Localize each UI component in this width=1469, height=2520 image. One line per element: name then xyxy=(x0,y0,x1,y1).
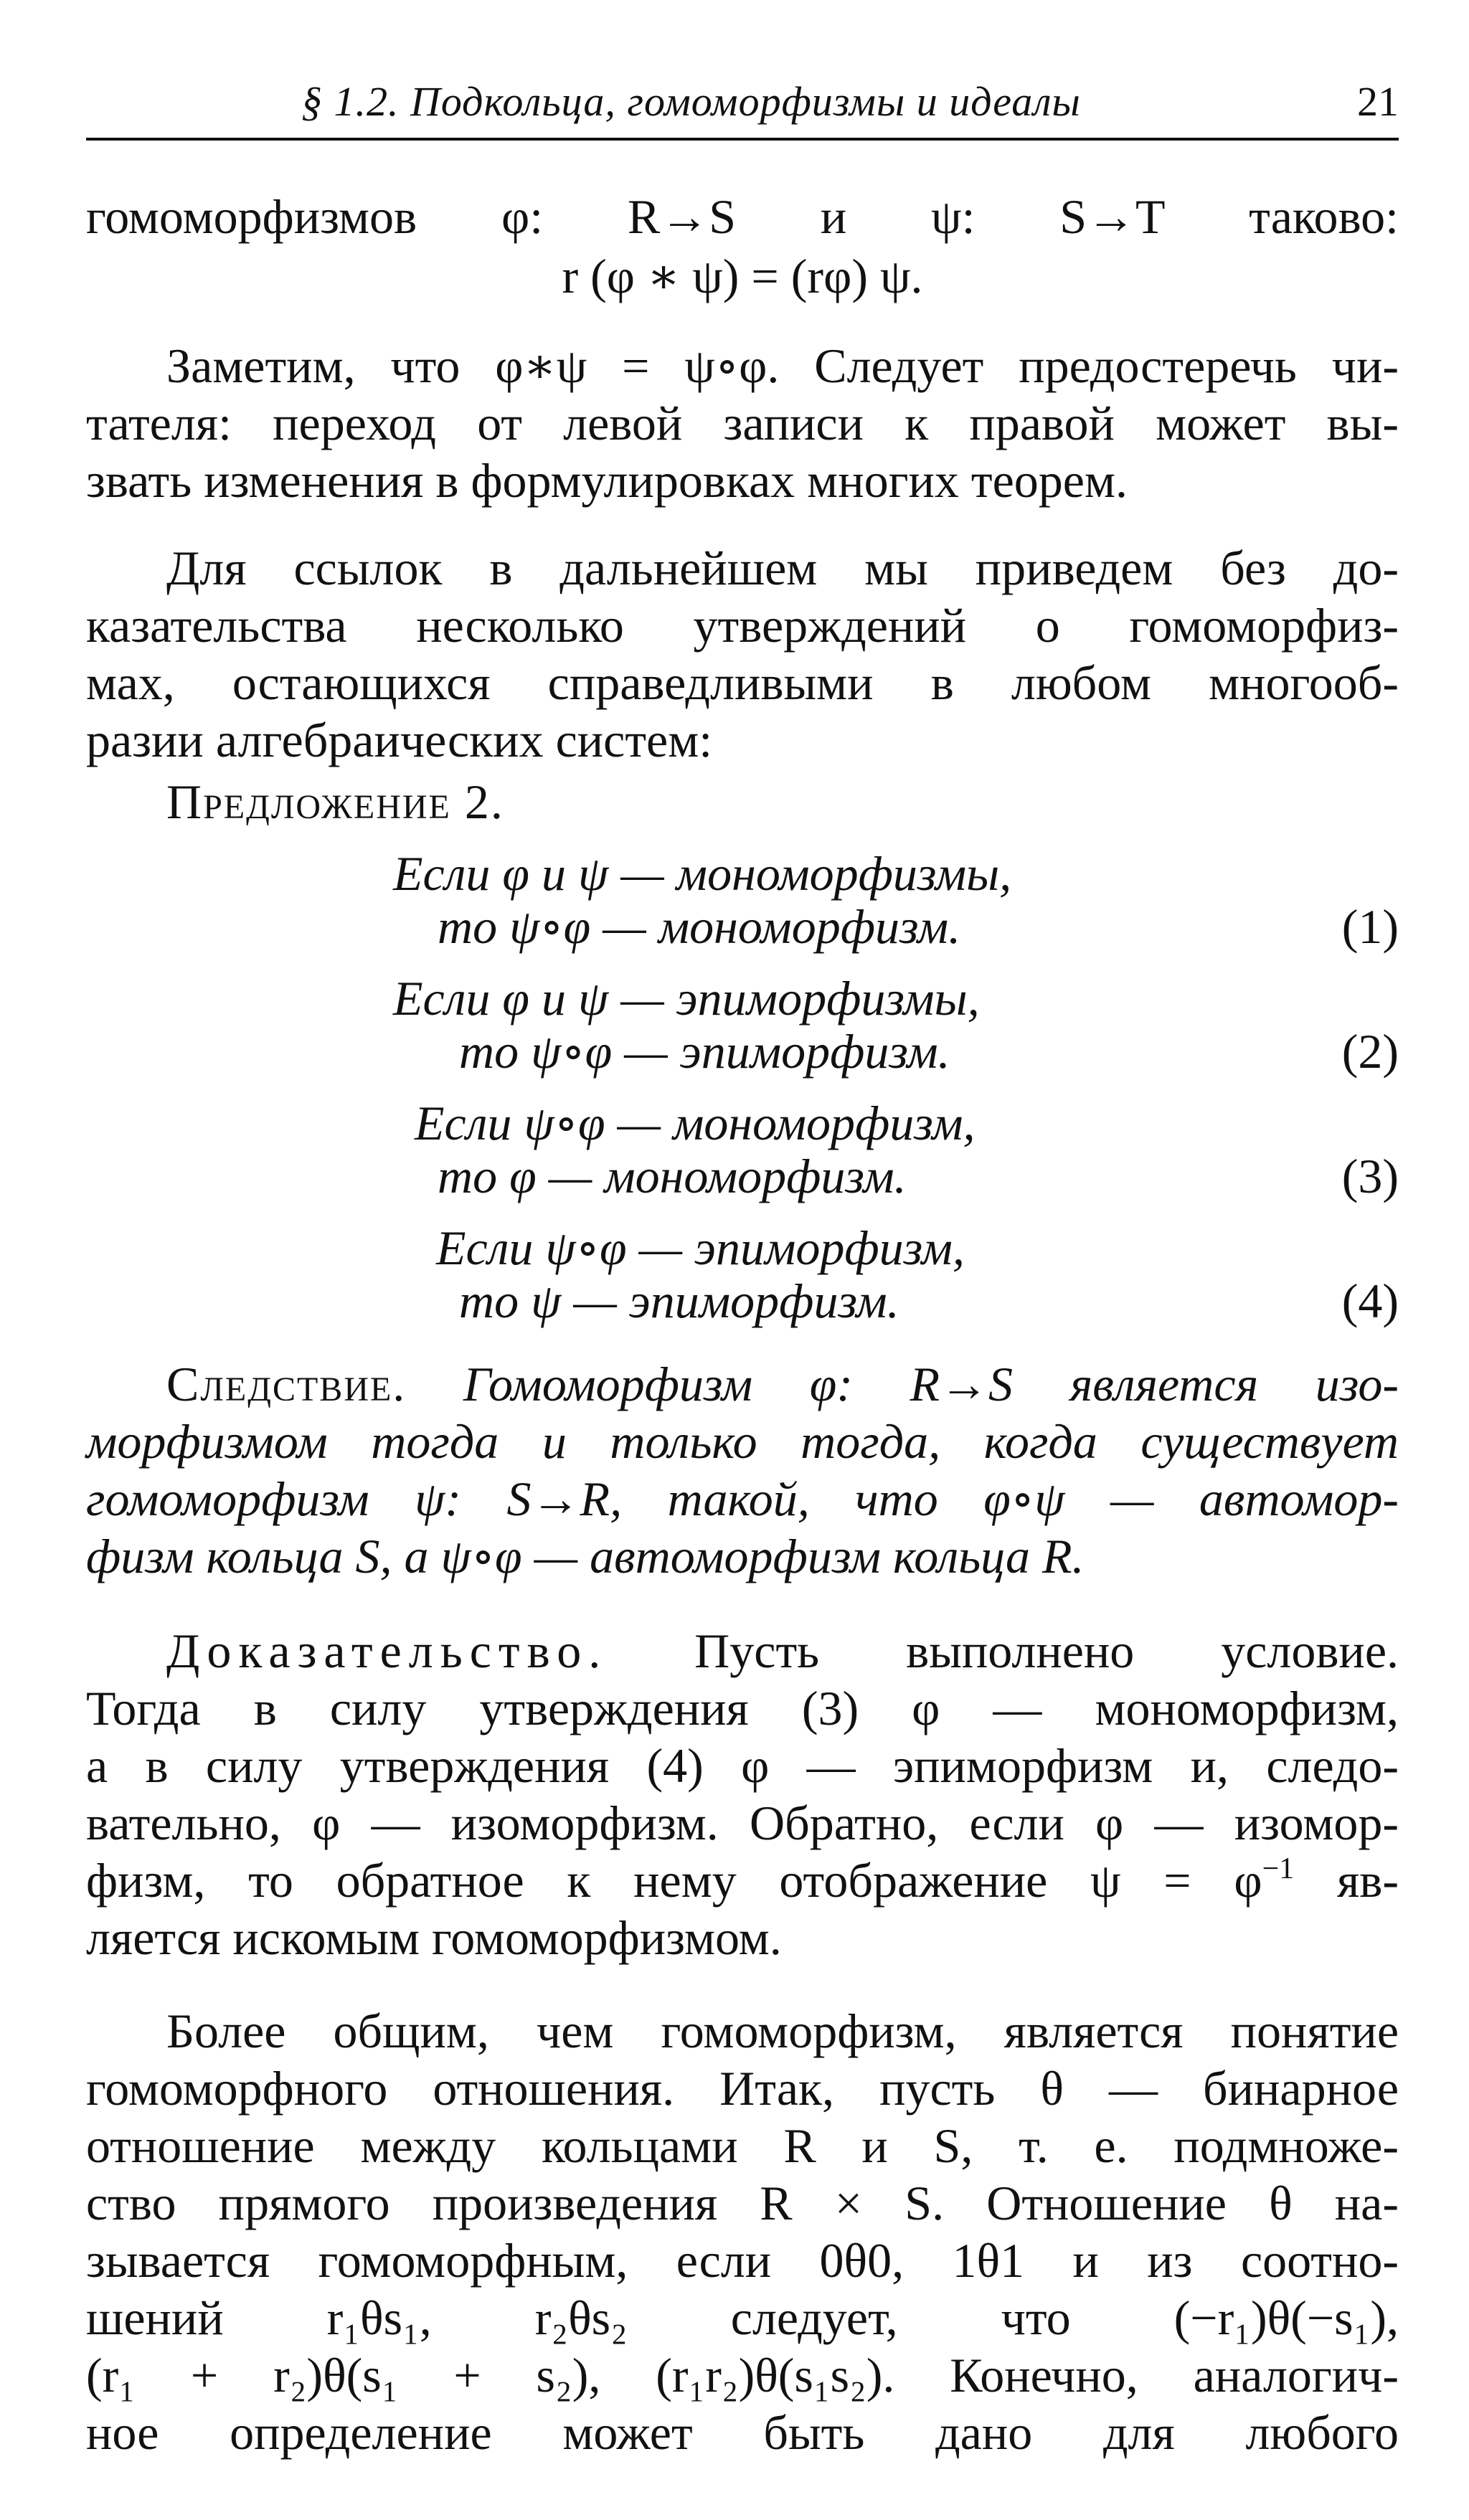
text-line: звать изменения в формулировках многих теорем. xyxy=(86,453,1128,508)
corollary-line xyxy=(166,1355,1399,1413)
text-line: разии алгебраических систем: xyxy=(86,713,713,767)
proof-line: а в силу утверждения (4) φ — эпиморфизм и, следо- xyxy=(86,1738,1399,1793)
proposition-item-4-line2: то ψ — эпиморфизм. xyxy=(459,1274,899,1328)
text-line: гомоморфного отношения. Итак, пусть θ — бинарное xyxy=(86,2061,1399,2116)
proof-text: яв- xyxy=(1294,1853,1399,1908)
text-line: тателя: переход от левой записи к правой может вы- xyxy=(86,396,1399,450)
proof-label: Доказательство. xyxy=(166,1624,608,1678)
corollary-text: Гомоморфизм φ: R→S является изо- xyxy=(463,1357,1399,1411)
equation-number: (3) xyxy=(1341,1149,1399,1203)
corollary-label: Следствие. xyxy=(166,1357,407,1411)
proposition-item-3-line1: Если ψ∘φ — мономорфизм, xyxy=(415,1096,976,1150)
running-head-title: § 1.2. Подкольца, гомоморфизмы и идеалы xyxy=(301,78,1081,125)
text-line: ство прямого произведения R × S. Отношение θ на- xyxy=(86,2176,1399,2230)
corollary-line: морфизмом тогда и только тогда, когда существует xyxy=(86,1414,1399,1469)
header-rule xyxy=(86,138,1399,141)
proof-line xyxy=(86,1852,1399,1909)
text-line: Для ссылок в дальнейшем мы приведем без до- xyxy=(166,541,1399,595)
corollary-line: физм кольца S, а ψ∘φ — автоморфизм кольца R. xyxy=(86,1529,1085,1583)
proof-line: ляется искомым гомоморфизмом. xyxy=(86,1910,782,1965)
proof-text: Пусть выполнено условие. xyxy=(694,1624,1399,1678)
proof-line: Тогда в силу утверждения (3) φ — мономорфизм, xyxy=(86,1681,1399,1735)
page-number: 21 xyxy=(1357,78,1399,125)
proposition-title: Предложение 2. xyxy=(166,775,504,829)
corollary-line: гомоморфизм ψ: S→R, такой, что φ∘ψ — автомор- xyxy=(86,1472,1399,1526)
text-line: казательства несколько утверждений о гомоморфиз- xyxy=(86,598,1399,653)
proof-line xyxy=(166,1622,1399,1680)
text-line: Заметим, что φ∗ψ = ψ∘φ. Следует предостеречь чи- xyxy=(166,338,1399,393)
text-line: гомоморфизмов φ: R→S и ψ: S→T таково: xyxy=(86,189,1399,244)
proposition-item-3-line2: то φ — мономорфизм. xyxy=(438,1149,907,1203)
text-line: Более общим, чем гомоморфизм, является понятие xyxy=(166,2004,1399,2058)
text-line: шений r₁θs₁, r₂θs₂ следует, что (−r₁)θ(−s₁), xyxy=(86,2291,1399,2345)
equation-number: (1) xyxy=(1341,899,1399,954)
display-formula: r (φ ∗ ψ) = (rφ) ψ. xyxy=(562,249,923,303)
text-line: ное определение может быть дано для любого xyxy=(86,2405,1399,2460)
text-line: мах, остающихся справедливыми в любом многооб- xyxy=(86,655,1399,710)
text-line: зывается гомоморфным, если 0θ0, 1θ1 и из соотно- xyxy=(86,2233,1399,2288)
proof-line: вательно, φ — изоморфизм. Обратно, если φ — изомор- xyxy=(86,1796,1399,1850)
proof-text: физм, то обратное к нему отображение ψ = φ xyxy=(86,1853,1262,1908)
proposition-item-1-line1: Если φ и ψ — мономорфизмы, xyxy=(393,846,1012,901)
proposition-item-2-line1: Если φ и ψ — эпиморфизмы, xyxy=(393,971,980,1025)
running-head xyxy=(86,77,1399,135)
equation-number: (2) xyxy=(1341,1024,1399,1079)
proposition-item-1-line2: то ψ∘φ — мономорфизм. xyxy=(438,899,961,954)
proposition-item-4-line1: Если ψ∘φ — эпиморфизм, xyxy=(436,1221,965,1275)
equation-number: (4) xyxy=(1341,1274,1399,1328)
inverse-exponent: −1 xyxy=(1262,1852,1295,1885)
proposition-item-2-line2: то ψ∘φ — эпиморфизм. xyxy=(459,1024,950,1079)
text-line: отношение между кольцами R и S, т. е. подмноже- xyxy=(86,2118,1399,2173)
text-line: (r₁ + r₂)θ(s₁ + s₂), (r₁r₂)θ(s₁s₂). Конечно, аналогич- xyxy=(86,2348,1399,2402)
